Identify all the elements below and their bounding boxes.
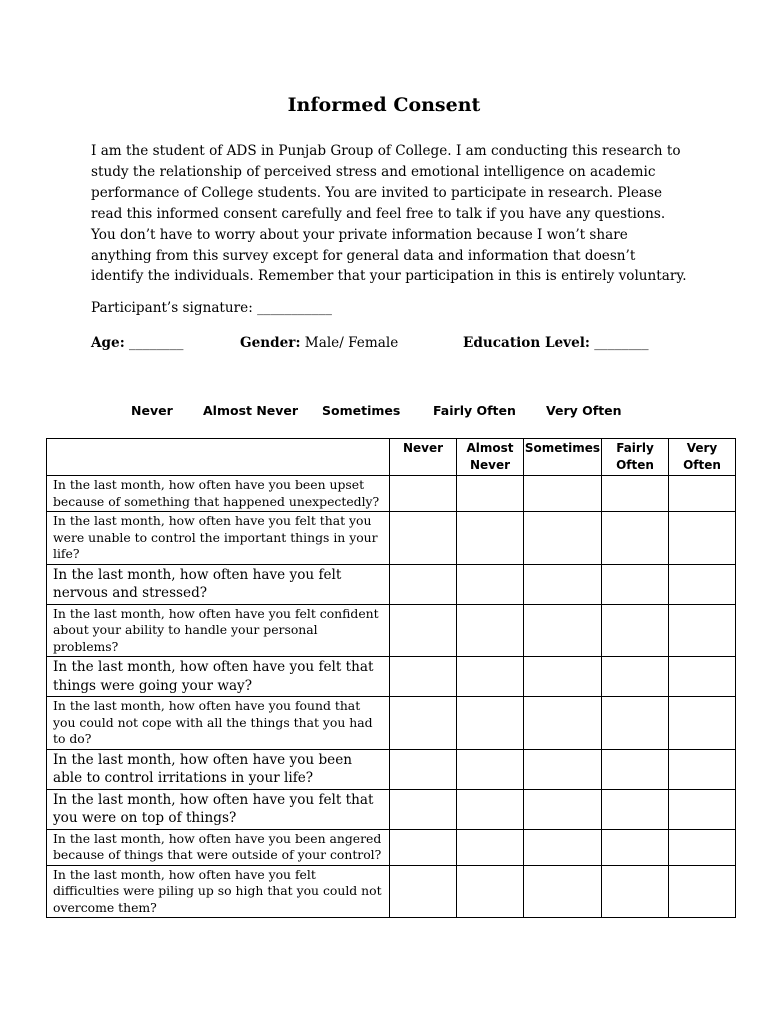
answer-cell-very-often[interactable]: [669, 476, 736, 512]
answer-cell-fairly-often[interactable]: [602, 564, 669, 604]
intro-paragraph: I am the student of ADS in Punjab Group of College. I am conducting this research to study the relationship of perceived stress and emotional intelligence on academic performance of College students. You are invited to participate in research. Please read this informed consent carefully and feel free to talk if you have any questions. You don’t have to worry about your private information because I won’t share anything from this survey except for general data and information that doesn’t identify the individuals. Remember that your participation in this is entirely voluntary.: [91, 143, 687, 285]
education-blank: ________: [589, 335, 649, 351]
scale-legend-item: Never: [131, 403, 173, 418]
answer-cell-fairly-often[interactable]: [602, 749, 669, 789]
answer-cell-never[interactable]: [390, 512, 457, 565]
header-very-often: Very Often: [669, 439, 736, 476]
answer-cell-fairly-often[interactable]: [602, 789, 669, 829]
answer-cell-fairly-often[interactable]: [602, 697, 669, 750]
gender-label: Gender:: [240, 335, 301, 351]
education-field: [463, 335, 649, 351]
scale-legend: [0, 403, 768, 423]
table-row: [47, 604, 736, 657]
answer-cell-never[interactable]: [390, 564, 457, 604]
question-cell: In the last month, how often have you felt difficulties were piling up so high that you could not overcome them?: [47, 865, 390, 918]
table-row: [47, 789, 736, 829]
demographics-row: [91, 335, 691, 355]
answer-cell-almost-never[interactable]: [457, 657, 524, 697]
age-blank: ________: [124, 335, 184, 351]
answer-cell-almost-never[interactable]: [457, 865, 524, 918]
education-label: Education Level:: [463, 335, 590, 351]
table-row: [47, 512, 736, 565]
answer-cell-sometimes[interactable]: [524, 604, 602, 657]
answer-cell-fairly-often[interactable]: [602, 657, 669, 697]
answer-cell-almost-never[interactable]: [457, 476, 524, 512]
answer-cell-never[interactable]: [390, 476, 457, 512]
scale-legend-item: Fairly Often: [433, 403, 516, 418]
gender-field: [240, 335, 398, 351]
table-row: [47, 657, 736, 697]
header-sometimes: Sometimes: [524, 439, 602, 476]
answer-cell-fairly-often[interactable]: [602, 512, 669, 565]
answer-cell-almost-never[interactable]: [457, 564, 524, 604]
header-question: [47, 439, 390, 476]
answer-cell-very-often[interactable]: [669, 512, 736, 565]
answer-cell-very-often[interactable]: [669, 657, 736, 697]
age-label: Age:: [91, 335, 125, 351]
answer-cell-sometimes[interactable]: [524, 789, 602, 829]
table-row: [47, 697, 736, 750]
question-cell: In the last month, how often have you felt nervous and stressed?: [47, 564, 390, 604]
header-almost-never: Almost Never: [457, 439, 524, 476]
answer-cell-almost-never[interactable]: [457, 749, 524, 789]
answer-cell-sometimes[interactable]: [524, 697, 602, 750]
answer-cell-very-often[interactable]: [669, 865, 736, 918]
header-fairly-often: Fairly Often: [602, 439, 669, 476]
answer-cell-never[interactable]: [390, 829, 457, 865]
answer-cell-almost-never[interactable]: [457, 829, 524, 865]
header-never: Never: [390, 439, 457, 476]
gender-options: Male/ Female: [300, 335, 399, 351]
scale-legend-item: Sometimes: [322, 403, 401, 418]
answer-cell-very-often[interactable]: [669, 789, 736, 829]
age-field: [91, 335, 183, 351]
answer-cell-fairly-often[interactable]: [602, 604, 669, 657]
question-cell: In the last month, how often have you been upset because of something that happened unexpectedly?: [47, 476, 390, 512]
answer-cell-almost-never[interactable]: [457, 789, 524, 829]
answer-cell-fairly-often[interactable]: [602, 476, 669, 512]
answer-cell-never[interactable]: [390, 789, 457, 829]
answer-cell-sometimes[interactable]: [524, 512, 602, 565]
answer-cell-sometimes[interactable]: [524, 829, 602, 865]
answer-cell-never[interactable]: [390, 604, 457, 657]
answer-cell-never[interactable]: [390, 657, 457, 697]
participant-signature-line: Participant’s signature: ___________: [91, 300, 332, 316]
answer-cell-never[interactable]: [390, 865, 457, 918]
survey-table: [46, 438, 736, 918]
answer-cell-never[interactable]: [390, 697, 457, 750]
table-row: [47, 476, 736, 512]
table-row: [47, 865, 736, 918]
answer-cell-almost-never[interactable]: [457, 697, 524, 750]
answer-cell-never[interactable]: [390, 749, 457, 789]
question-cell: In the last month, how often have you felt that things were going your way?: [47, 657, 390, 697]
answer-cell-very-often[interactable]: [669, 829, 736, 865]
table-header-row: [47, 439, 736, 476]
scale-legend-item: Very Often: [546, 403, 622, 418]
question-cell: In the last month, how often have you been angered because of things that were outside of your control?: [47, 829, 390, 865]
answer-cell-sometimes[interactable]: [524, 476, 602, 512]
table-row: [47, 564, 736, 604]
answer-cell-very-often[interactable]: [669, 749, 736, 789]
question-cell: In the last month, how often have you been able to control irritations in your life?: [47, 749, 390, 789]
answer-cell-sometimes[interactable]: [524, 657, 602, 697]
answer-cell-sometimes[interactable]: [524, 865, 602, 918]
question-cell: In the last month, how often have you felt that you were unable to control the important things in your life?: [47, 512, 390, 565]
answer-cell-sometimes[interactable]: [524, 564, 602, 604]
question-cell: In the last month, how often have you felt that you were on top of things?: [47, 789, 390, 829]
answer-cell-very-often[interactable]: [669, 564, 736, 604]
answer-cell-fairly-often[interactable]: [602, 865, 669, 918]
question-cell: In the last month, how often have you felt confident about your ability to handle your personal problems?: [47, 604, 390, 657]
answer-cell-almost-never[interactable]: [457, 512, 524, 565]
answer-cell-sometimes[interactable]: [524, 749, 602, 789]
scale-legend-item: Almost Never: [203, 403, 299, 418]
answer-cell-very-often[interactable]: [669, 697, 736, 750]
table-row: [47, 749, 736, 789]
answer-cell-fairly-often[interactable]: [602, 829, 669, 865]
page-title: Informed Consent: [287, 94, 481, 116]
question-cell: In the last month, how often have you found that you could not cope with all the things that you had to do?: [47, 697, 390, 750]
table-row: [47, 829, 736, 865]
answer-cell-very-often[interactable]: [669, 604, 736, 657]
answer-cell-almost-never[interactable]: [457, 604, 524, 657]
